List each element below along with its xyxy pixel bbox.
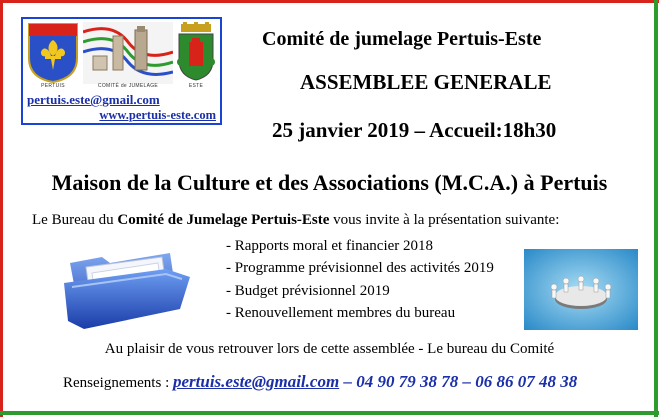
crest-label-comite: COMITÉ de JUMELAGE xyxy=(97,83,159,89)
invitation-prefix: Le Bureau du xyxy=(32,212,118,228)
closing-line: Au plaisir de vous retrouver lors de cette assemblée - Le bureau du Comité xyxy=(104,341,555,357)
agenda-item: - Renouvellement membres du bureau xyxy=(226,304,456,321)
folder-icon xyxy=(62,247,194,331)
venue-line: Maison de la Culture et des Associations (M.C.A.) à Pertuis xyxy=(51,170,608,195)
agenda-item: - Budget prévisionnel 2019 xyxy=(226,282,390,299)
frame-top-border xyxy=(0,0,659,3)
invitation-text xyxy=(32,212,559,229)
pertuis-crest-icon xyxy=(27,22,79,84)
agenda-item: - Rapports moral et financier 2018 xyxy=(226,238,434,254)
contact-email-link[interactable]: pertuis.este@gmail.com xyxy=(172,372,340,391)
contact-line xyxy=(63,372,577,392)
este-crest-icon xyxy=(175,22,217,84)
frame-bottom-border xyxy=(0,411,659,415)
contact-label: Renseignements : xyxy=(63,375,173,391)
date-line: 25 janvier 2019 – Accueil:18h30 xyxy=(272,118,557,142)
logo-box xyxy=(21,17,222,125)
agenda-list xyxy=(226,235,494,324)
invitation-suffix: vous invite à la présentation suivante: xyxy=(329,212,560,228)
header-email-link[interactable]: pertuis.este@gmail.com xyxy=(27,92,160,107)
agenda-item: - Programme prévisionnel des activités 2019 xyxy=(226,260,494,277)
contact-phones: – 04 90 79 38 78 – 06 86 07 48 38 xyxy=(339,372,578,391)
twinning-collage-icon xyxy=(83,22,173,84)
document-title: Comité de jumelage Pertuis-Este xyxy=(262,28,542,50)
meeting-photo xyxy=(524,249,638,330)
crest-label-este: ESTE xyxy=(188,83,204,89)
document-subtitle: ASSEMBLEE GENERALE xyxy=(300,70,552,94)
crest-label-pertuis: PERTUIS xyxy=(41,83,65,89)
header-website-link[interactable]: www.pertuis-este.com xyxy=(99,108,216,122)
invitation-org: Comité de Jumelage Pertuis-Este xyxy=(117,212,330,228)
